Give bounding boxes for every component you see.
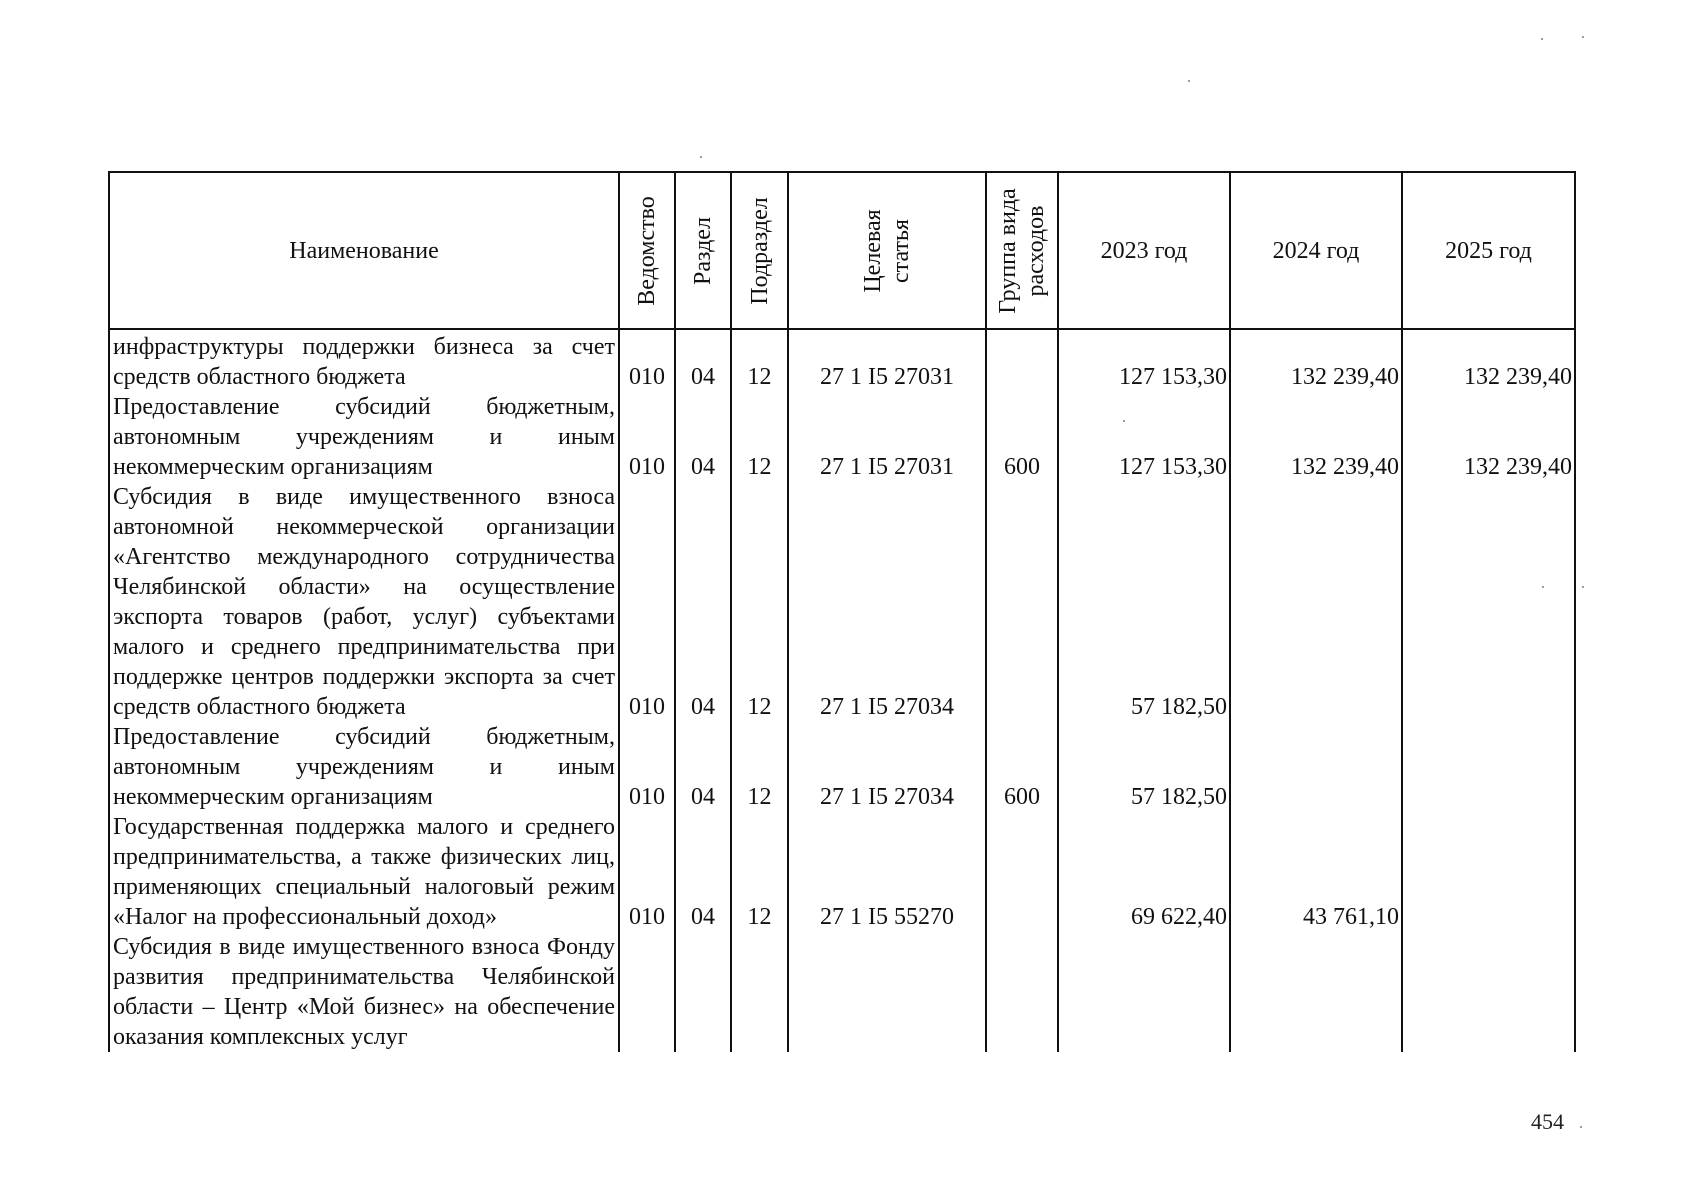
table-row — [109, 482, 1575, 722]
cell-name: Субсидия в виде имущественного взноса Фонду развития предпринимательства Челябинской области – Центр «Мой бизнес» на обеспечение оказания комплексных услуг — [109, 932, 619, 1052]
cell-celevaya-statya: 27 1 I5 27031 — [788, 392, 986, 482]
cell-gruppa — [986, 932, 1058, 1052]
cell-razdel: 04 — [675, 392, 731, 482]
cell-vedomstvo: 010 — [619, 722, 675, 812]
cell-vedomstvo: 010 — [619, 482, 675, 722]
cell-gruppa — [986, 329, 1058, 392]
header-razdel — [675, 172, 731, 329]
cell-celevaya-statya: 27 1 I5 27034 — [788, 722, 986, 812]
table-row — [109, 392, 1575, 482]
header-gruppa-vida-rashodov — [986, 172, 1058, 329]
cell-2024 — [1230, 932, 1402, 1052]
cell-gruppa: 600 — [986, 722, 1058, 812]
cell-2024: 43 761,10 — [1230, 812, 1402, 932]
cell-razdel: 04 — [675, 482, 731, 722]
header-celevaya-line1: Целевая — [860, 208, 886, 293]
scan-artifact — [1580, 1126, 1582, 1128]
table-row — [109, 812, 1575, 932]
cell-celevaya-statya: 27 1 I5 55270 — [788, 812, 986, 932]
header-gruppa-label — [994, 188, 1050, 313]
cell-2023: 57 182,50 — [1058, 722, 1230, 812]
cell-2025 — [1402, 932, 1575, 1052]
header-vedomstvo — [619, 172, 675, 329]
scan-artifact — [1123, 420, 1125, 422]
cell-vedomstvo: 010 — [619, 812, 675, 932]
header-gruppa-line2: расходов — [1023, 205, 1049, 296]
header-celevaya-statya — [788, 172, 986, 329]
cell-2023: 57 182,50 — [1058, 482, 1230, 722]
cell-2024: 132 239,40 — [1230, 392, 1402, 482]
scan-artifact — [1582, 586, 1584, 588]
cell-razdel — [675, 932, 731, 1052]
cell-2025 — [1402, 482, 1575, 722]
header-celevaya-statya-label — [859, 209, 915, 292]
header-razdel-label: Раздел — [690, 216, 716, 285]
header-name-label: Наименование — [289, 237, 439, 264]
table-row — [109, 932, 1575, 1052]
cell-2023: 127 153,30 — [1058, 392, 1230, 482]
cell-2023 — [1058, 932, 1230, 1052]
cell-name: Государственная поддержка малого и среднего предпринимательства, а также физических лиц, применяющих специальный налоговый режим «Налог на профессиональный доход» — [109, 812, 619, 932]
cell-podrazdel: 12 — [731, 482, 788, 722]
table-header — [109, 172, 1575, 329]
header-vedomstvo-label: Ведомство — [634, 195, 660, 306]
header-name — [109, 172, 619, 329]
cell-name: Предоставление субсидий бюджетным, автономным учреждениям и иным некоммерческим организациям — [109, 722, 619, 812]
budget-table — [108, 171, 1576, 1052]
header-2024-label: 2024 год — [1272, 237, 1360, 264]
table-body — [109, 329, 1575, 1052]
scan-artifact — [1188, 80, 1190, 82]
scan-artifact — [1541, 38, 1543, 40]
header-podrazdel-label: Подраздел — [746, 196, 773, 305]
cell-podrazdel: 12 — [731, 812, 788, 932]
scan-artifact — [700, 156, 702, 158]
cell-podrazdel — [731, 932, 788, 1052]
cell-podrazdel: 12 — [731, 722, 788, 812]
cell-razdel: 04 — [675, 329, 731, 392]
header-row — [109, 172, 1575, 329]
cell-gruppa: 600 — [986, 392, 1058, 482]
cell-razdel: 04 — [675, 722, 731, 812]
cell-vedomstvo: 010 — [619, 392, 675, 482]
header-gruppa-line1: Группа вида — [995, 187, 1021, 314]
header-celevaya-line2: статья — [888, 218, 914, 283]
cell-celevaya-statya: 27 1 I5 27031 — [788, 329, 986, 392]
header-podrazdel — [731, 172, 788, 329]
cell-2024: 132 239,40 — [1230, 329, 1402, 392]
header-2023 — [1058, 172, 1230, 329]
budget-document — [108, 171, 1574, 1052]
cell-podrazdel: 12 — [731, 329, 788, 392]
header-2024 — [1230, 172, 1402, 329]
cell-name: Предоставление субсидий бюджетным, автономным учреждениям и иным некоммерческим организациям — [109, 392, 619, 482]
cell-2025: 132 239,40 — [1402, 329, 1575, 392]
cell-gruppa — [986, 482, 1058, 722]
cell-name: Субсидия в виде имущественного взноса автономной некоммерческой организации «Агентство международного сотрудничества Челябинской области» на осуществление экспорта товаров (работ, услуг) субъектами малого и среднего предпринимательства при поддержке центров поддержки экспорта за счет средств областного бюджета — [109, 482, 619, 722]
cell-name: инфраструктуры поддержки бизнеса за счет средств областного бюджета — [109, 329, 619, 392]
page-number: 454 — [1531, 1109, 1564, 1134]
cell-2025: 132 239,40 — [1402, 392, 1575, 482]
cell-vedomstvo — [619, 932, 675, 1052]
cell-2024 — [1230, 482, 1402, 722]
cell-celevaya-statya — [788, 932, 986, 1052]
cell-celevaya-statya: 27 1 I5 27034 — [788, 482, 986, 722]
header-2025 — [1402, 172, 1575, 329]
cell-podrazdel: 12 — [731, 392, 788, 482]
cell-vedomstvo: 010 — [619, 329, 675, 392]
cell-2024 — [1230, 722, 1402, 812]
cell-2025 — [1402, 722, 1575, 812]
cell-2023: 127 153,30 — [1058, 329, 1230, 392]
cell-2025 — [1402, 812, 1575, 932]
scan-artifact — [1542, 586, 1544, 588]
table-row — [109, 329, 1575, 392]
cell-gruppa — [986, 812, 1058, 932]
cell-2023: 69 622,40 — [1058, 812, 1230, 932]
table-row — [109, 722, 1575, 812]
cell-razdel: 04 — [675, 812, 731, 932]
scan-artifact — [1582, 36, 1584, 38]
header-2025-label: 2025 год — [1445, 237, 1532, 264]
header-2023-label: 2023 год — [1100, 237, 1188, 264]
